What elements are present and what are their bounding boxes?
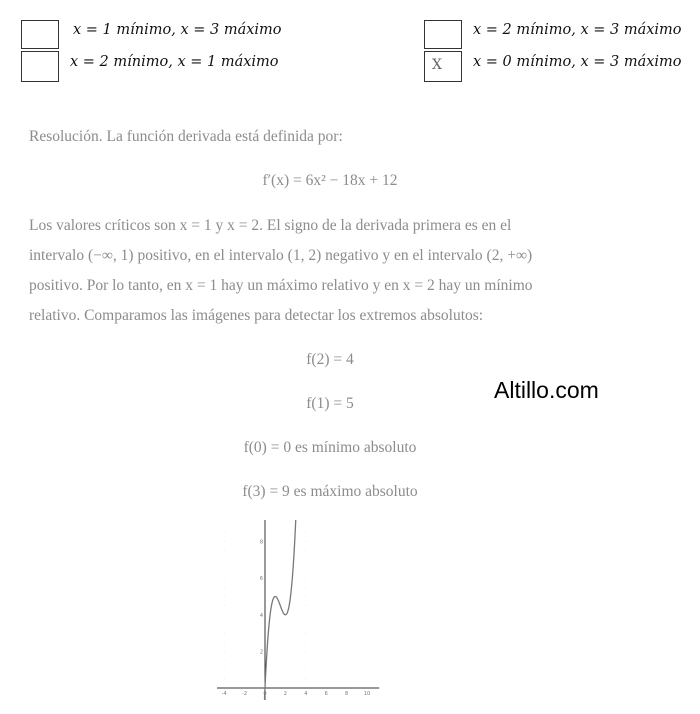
- grid-dot: [305, 605, 306, 606]
- grid-dot: [305, 660, 306, 661]
- grid-dot: [305, 614, 306, 615]
- grid-dot: [305, 569, 306, 570]
- grid-dot: [224, 587, 225, 588]
- grid-dot: [224, 605, 225, 606]
- grid-dot: [305, 679, 306, 680]
- grid-dot: [305, 560, 306, 561]
- grid-dot: [305, 532, 306, 533]
- option-d-checkbox[interactable]: X: [424, 51, 462, 82]
- value-f1: f(1) = 5: [306, 395, 354, 412]
- x-tick-label: 4: [304, 691, 308, 697]
- y-tick-label: 8: [259, 539, 263, 546]
- option-a-checkbox[interactable]: [21, 20, 59, 49]
- grid-dot: [224, 614, 225, 615]
- option-c-label: x = 2 mínimo, x = 3 máximo: [473, 22, 682, 38]
- grid-dot: [305, 550, 306, 551]
- x-tick-label: 2: [283, 691, 287, 697]
- option-b-label: x = 2 mínimo, x = 1 máximo: [70, 54, 279, 70]
- resolution-line-1: Los valores críticos son x = 1 y x = 2. El signo de la derivada primera es en el: [29, 217, 512, 234]
- altillo-watermark: Altillo.com: [494, 377, 599, 403]
- grid-dot: [224, 569, 225, 570]
- option-c-checkbox[interactable]: [424, 20, 462, 49]
- grid-dot: [224, 532, 225, 533]
- value-f3: f(3) = 9 es máximo absoluto: [242, 483, 418, 500]
- grid-dot: [224, 624, 225, 625]
- x-tick-label: 6: [324, 691, 328, 697]
- grid-dot: [305, 633, 306, 634]
- option-a-label: x = 1 mínimo, x = 3 máximo: [73, 22, 282, 38]
- grid-dot: [224, 550, 225, 551]
- value-f0: f(0) = 0 es mínimo absoluto: [243, 439, 417, 456]
- derivative-equation: f′(x) = 6x² − 18x + 12: [262, 172, 398, 189]
- x-tick-label: -2: [242, 691, 248, 697]
- grid-dot: [305, 541, 306, 542]
- x-tick-label: -4: [221, 691, 227, 697]
- resolution-line-4: relativo. Comparamos las imágenes para detectar los extremos absolutos:: [29, 307, 484, 324]
- grid-dot: [224, 633, 225, 634]
- grid-dot: [224, 596, 225, 597]
- grid-dot: [224, 560, 225, 561]
- grid-dot: [224, 651, 225, 652]
- grid-dot: [224, 679, 225, 680]
- grid-dot: [224, 541, 225, 542]
- grid-dot: [224, 660, 225, 661]
- grid-dot: [305, 578, 306, 579]
- x-tick-label: 10: [363, 691, 371, 697]
- value-f2: f(2) = 4: [306, 351, 354, 368]
- grid-dot: [305, 587, 306, 588]
- x-tick-label: 0: [263, 691, 267, 697]
- grid-dot: [305, 596, 306, 597]
- option-d-label: x = 0 mínimo, x = 3 máximo: [473, 54, 682, 70]
- grid-dot: [305, 624, 306, 625]
- function-graph: [160, 520, 500, 705]
- grid-dot: [305, 642, 306, 643]
- y-tick-label: 6: [259, 576, 263, 583]
- grid-dot: [224, 642, 225, 643]
- function-curve: [264, 520, 297, 699]
- option-b-checkbox[interactable]: [21, 51, 59, 82]
- grid-dot: [305, 651, 306, 652]
- grid-dot: [224, 669, 225, 670]
- grid-dot: [224, 578, 225, 579]
- y-tick-label: 2: [259, 649, 263, 656]
- x-tick-label: 8: [345, 691, 349, 697]
- resolution-line-3: positivo. Por lo tanto, en x = 1 hay un máximo relativo y en x = 2 hay un mínimo: [29, 277, 533, 294]
- resolution-line-2: intervalo (−∞, 1) positivo, en el intervalo (1, 2) negativo y en el intervalo (2, +∞): [29, 247, 533, 264]
- grid-dot: [305, 669, 306, 670]
- resolution-intro: Resolución. La función derivada está definida por:: [29, 128, 343, 145]
- y-tick-label: 4: [259, 612, 263, 619]
